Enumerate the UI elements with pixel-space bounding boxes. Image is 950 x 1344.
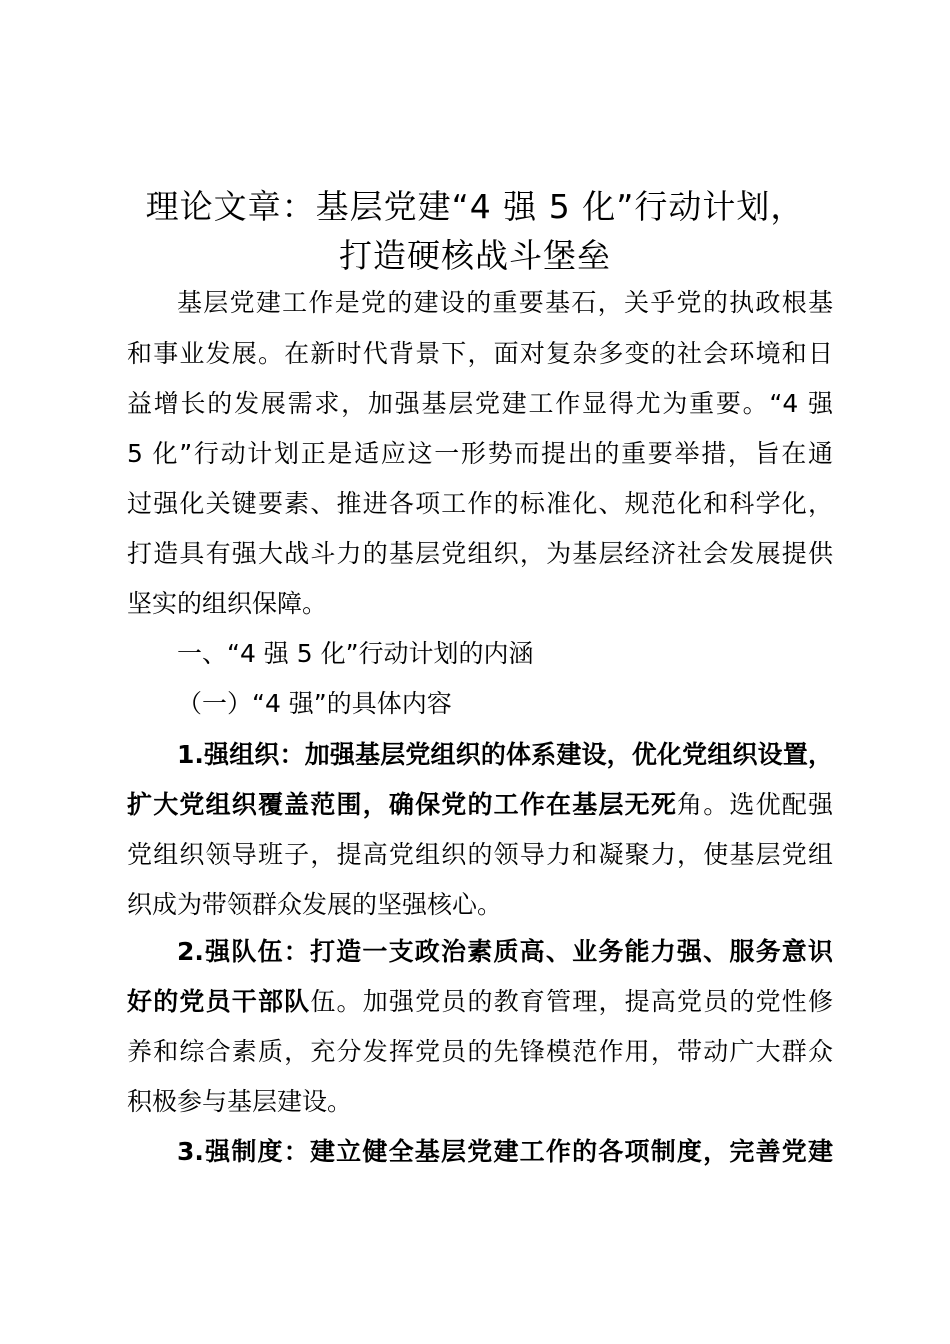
intro-paragraph-line: 5 化”行动计划正是适应这一形势而提出的重要举措，旨在通 [127, 439, 833, 468]
intro-paragraph-line: 过强化关键要素、推进各项工作的标准化、规范化和科学化， [127, 489, 833, 518]
item-1-line: 织成为带领群众发展的坚强核心。 [127, 890, 503, 919]
subsection-heading: （一）“4 强”的具体内容 [177, 689, 452, 718]
document-title-line-1: 理论文章：基层党建“4 强 5 化”行动计划， [145, 187, 805, 226]
section-heading: 一、“4 强 5 化”行动计划的内涵 [177, 639, 534, 668]
item-1-line [127, 788, 833, 822]
item-3-heading: 3.强制度：建立健全基层党建工作的各项制度，完善党建 [177, 1137, 833, 1166]
item-1-heading: 1.强组织：加强基层党组织的体系建设，优化党组织设置， [177, 740, 833, 769]
intro-paragraph-line: 益增长的发展需求，加强基层党建工作显得尤为重要。“4 强 [127, 389, 833, 418]
intro-paragraph-line: 打造具有强大战斗力的基层党组织，为基层经济社会发展提供 [127, 539, 833, 568]
item-2-heading: 2.强队伍：打造一支政治素质高、业务能力强、服务意识 [177, 937, 833, 966]
item-2-line [127, 985, 833, 1019]
intro-paragraph-line: 基层党建工作是党的建设的重要基石，关乎党的执政根基 [177, 288, 833, 317]
item-2-bold-text: 好的党员干部队 [127, 987, 311, 1016]
item-2-text: 伍。加强党员的教育管理，提高党员的党性修 [310, 987, 833, 1016]
intro-paragraph-line: 和事业发展。在新时代背景下，面对复杂多变的社会环境和日 [127, 339, 833, 368]
item-1-line: 党组织领导班子，提高党组织的领导力和凝聚力，使基层党组 [127, 840, 833, 869]
intro-paragraph-line: 坚实的组织保障。 [127, 589, 328, 618]
item-1-text: 角。选优配强 [677, 790, 833, 819]
document-title-line-2: 打造硬核战斗堡垒 [339, 236, 611, 275]
item-2-line: 积极参与基层建设。 [127, 1087, 353, 1116]
item-2-line: 养和综合素质，充分发挥党员的先锋模范作用，带动广大群众 [127, 1037, 833, 1066]
item-1-bold-text: 扩大党组织覆盖范围，确保党的工作在基层无死 [127, 790, 678, 819]
